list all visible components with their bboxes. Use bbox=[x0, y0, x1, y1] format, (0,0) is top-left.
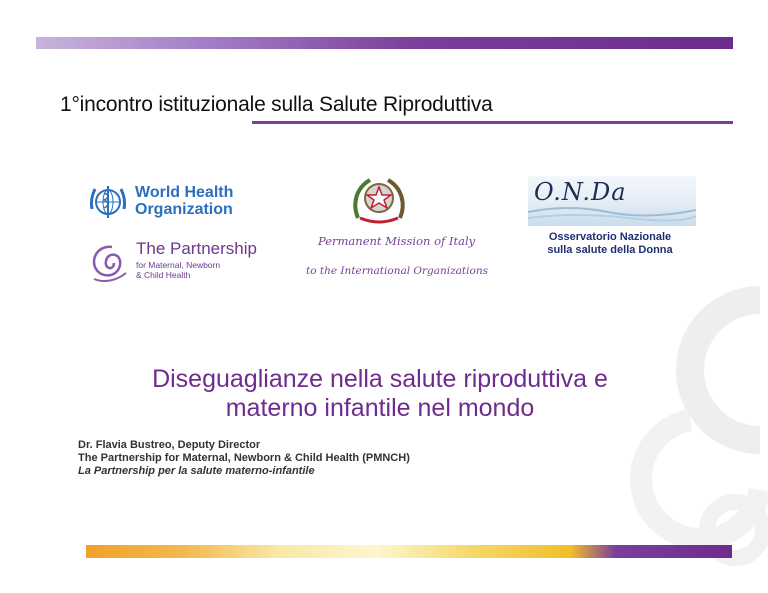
speaker-organization: The Partnership for Maternal, Newborn & Child Health (PMNCH) bbox=[78, 452, 410, 464]
italy-emblem-icon bbox=[350, 174, 408, 226]
pmnch-logo bbox=[86, 239, 257, 290]
presentation-title bbox=[110, 365, 650, 423]
onda-caption-line1: Osservatorio Nazionale bbox=[548, 231, 672, 243]
pmnch-sub2: & Child Health bbox=[136, 270, 191, 280]
who-logo bbox=[86, 181, 234, 223]
event-title: 1°incontro istituzionale sulla Salute Riproduttiva bbox=[60, 93, 493, 116]
pmnch-sub1: for Maternal, Newborn bbox=[136, 260, 221, 270]
pmnch-mother-child-icon bbox=[86, 239, 134, 285]
title-line1: Diseguaglianze nella salute riproduttiva e bbox=[152, 365, 608, 393]
onda-logo-text: O.N.Da bbox=[534, 178, 627, 206]
bottom-decorative-bar bbox=[86, 545, 732, 558]
onda-caption bbox=[529, 231, 691, 257]
who-emblem-icon bbox=[86, 181, 130, 223]
mission-line2: to the International Organizations bbox=[306, 265, 488, 277]
speaker-block bbox=[78, 439, 410, 478]
pmnch-title: The Partnership bbox=[136, 239, 257, 258]
title-underline bbox=[252, 121, 733, 124]
onda-caption-line2: sulla salute della Donna bbox=[547, 244, 673, 256]
onda-wave-icon bbox=[528, 176, 696, 226]
mission-line1: Permanent Mission of Italy bbox=[318, 234, 476, 248]
top-decorative-bar bbox=[36, 37, 733, 49]
who-line2: Organization bbox=[135, 201, 233, 218]
title-line2: materno infantile nel mondo bbox=[225, 394, 535, 422]
speaker-organization-it: La Partnership per la salute materno-infantile bbox=[78, 465, 315, 477]
italy-emblem bbox=[350, 174, 408, 231]
who-line1: World Health bbox=[135, 184, 234, 201]
speaker-name-role: Dr. Flavia Bustreo, Deputy Director bbox=[78, 439, 261, 451]
onda-logo bbox=[528, 176, 696, 226]
